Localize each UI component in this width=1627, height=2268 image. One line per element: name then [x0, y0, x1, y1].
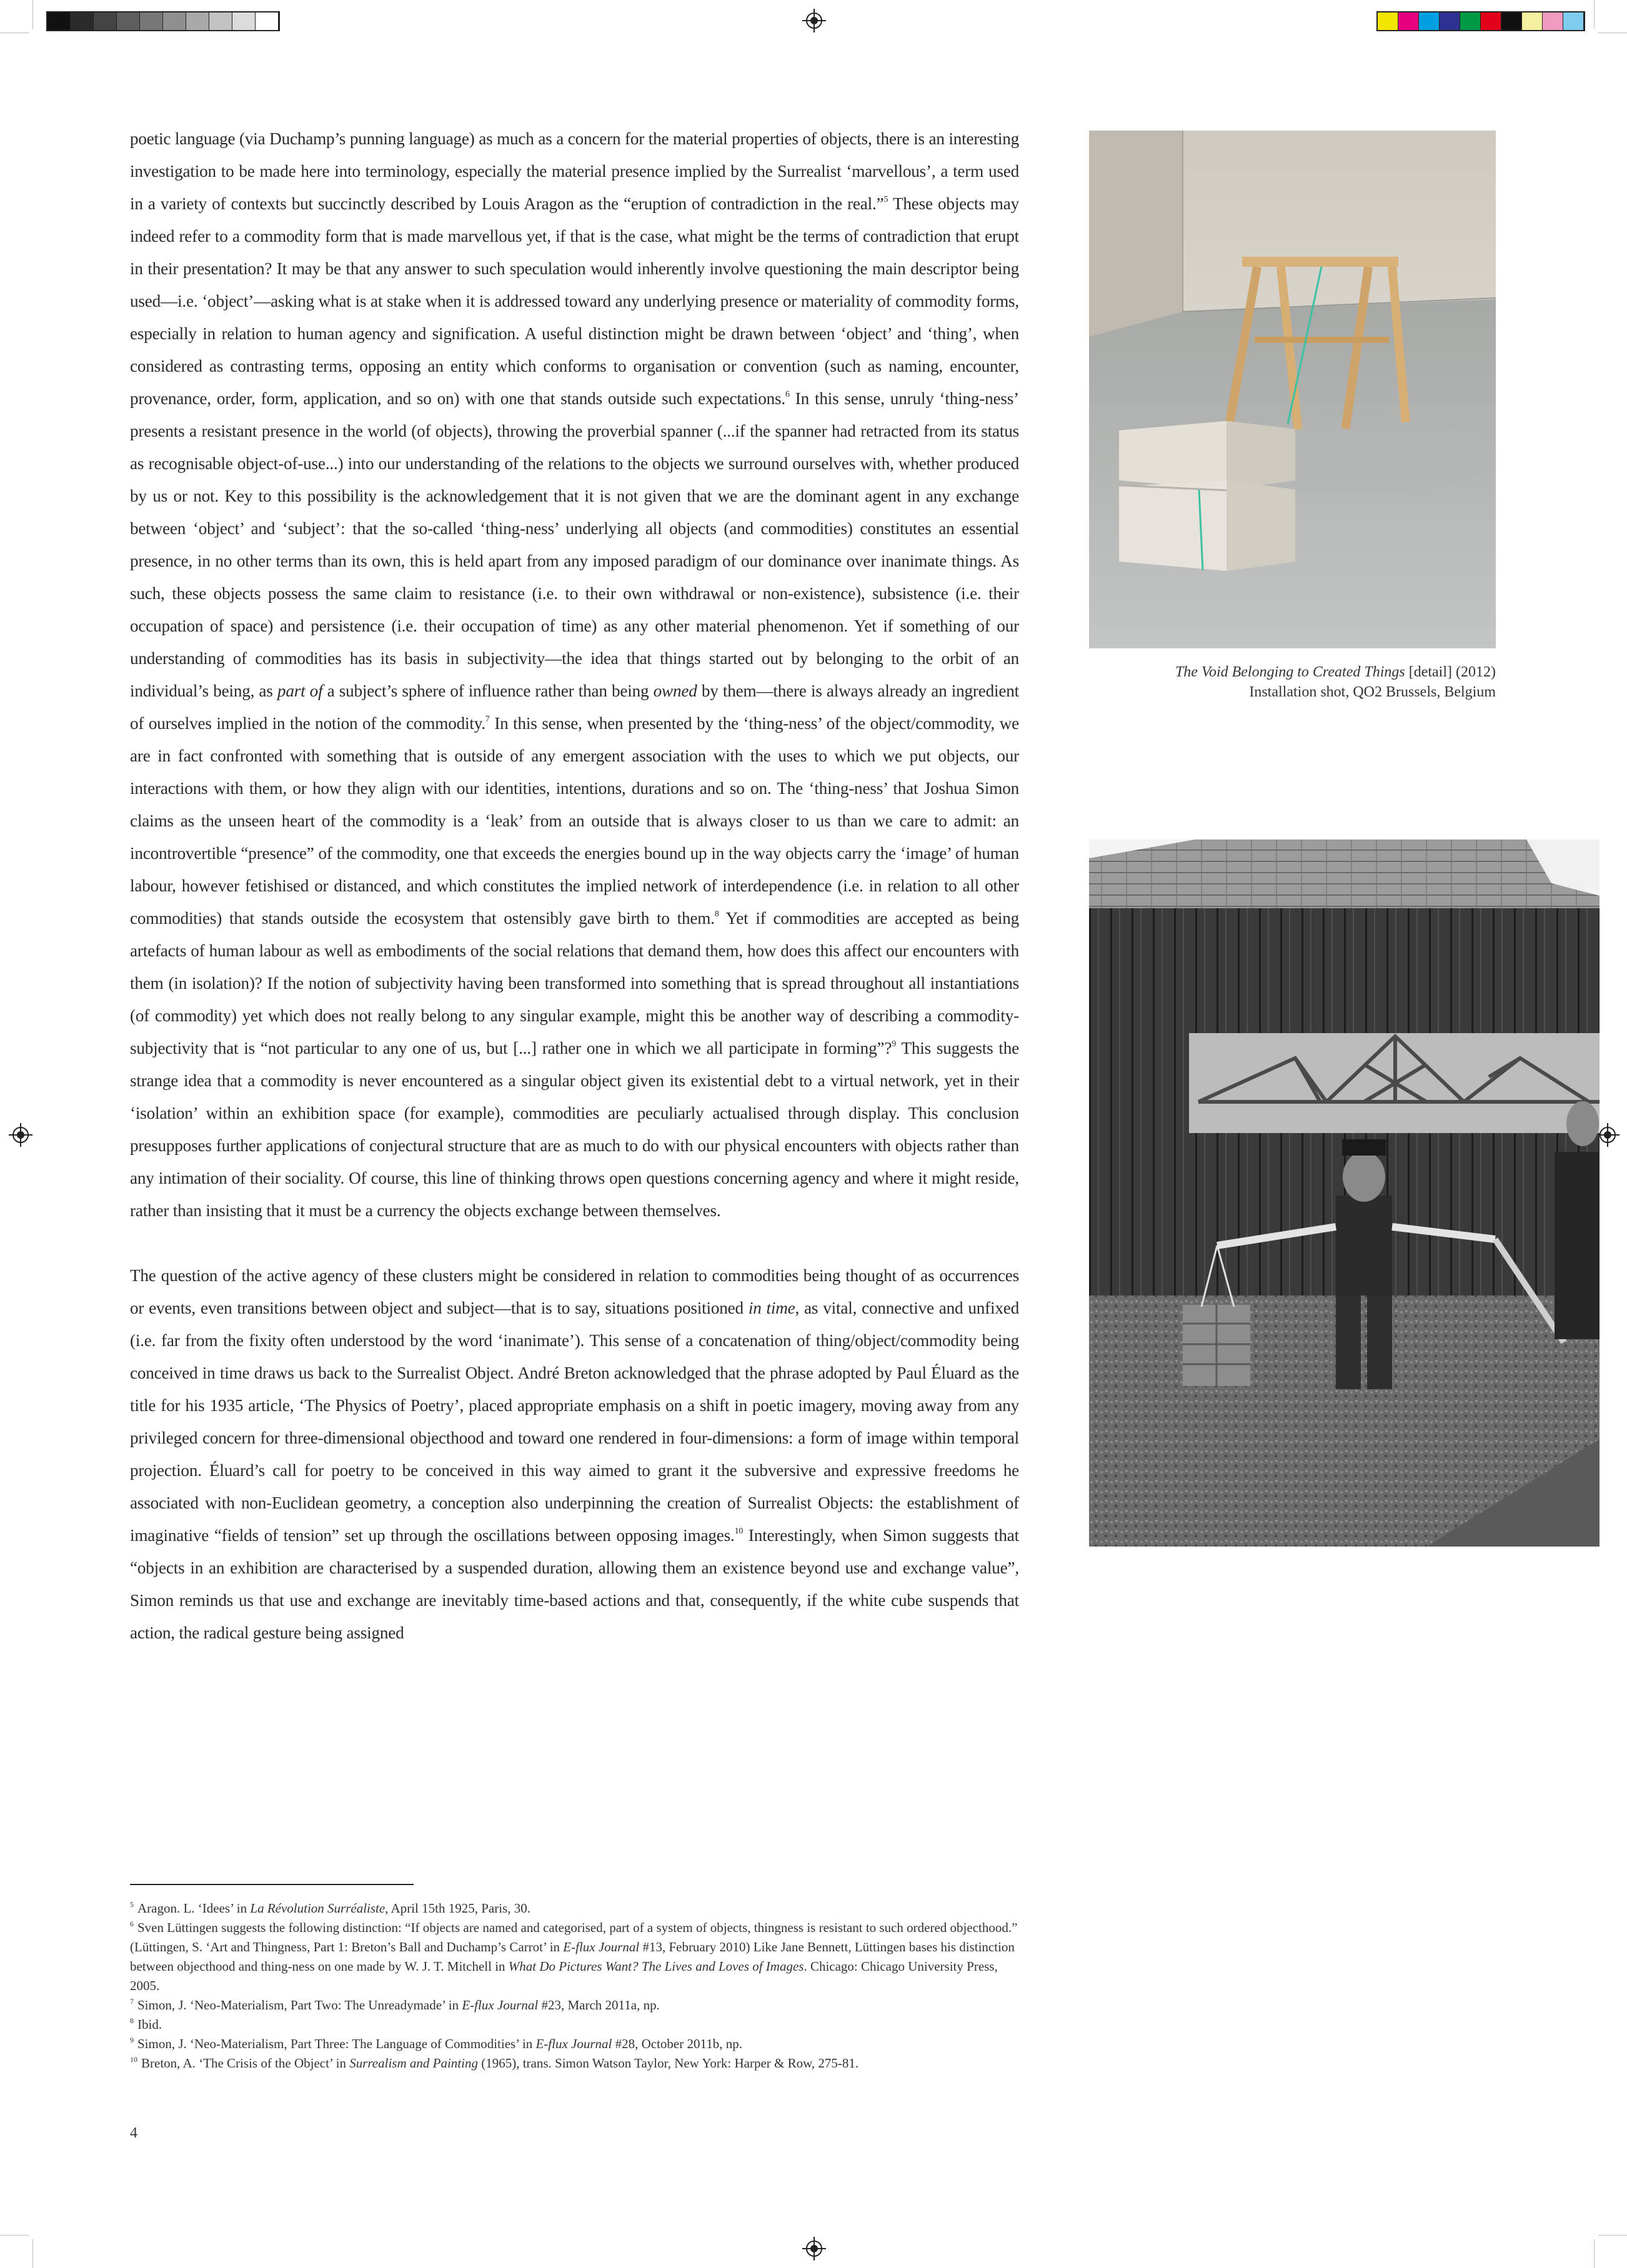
gray-swatch: [186, 12, 209, 30]
page-number: 4: [130, 2125, 137, 2141]
color-swatch: [1378, 12, 1398, 30]
grayscale-calibration-bar: [46, 11, 280, 31]
caption-line-1: The Void Belonging to Created Things [detail] (2012): [1175, 664, 1496, 680]
caption-title: The Void Belonging to Created Things: [1175, 664, 1405, 680]
registration-mark-left: [12, 1127, 29, 1143]
footnote-ref-8[interactable]: 8: [714, 909, 719, 919]
gray-swatch: [232, 12, 256, 30]
color-swatch: [1501, 12, 1522, 30]
footnote-ref-6[interactable]: 6: [785, 390, 790, 399]
color-swatch: [1398, 12, 1419, 30]
gray-swatch: [71, 12, 94, 30]
footnote-ref-7[interactable]: 7: [485, 715, 490, 724]
crop-mark: [0, 32, 29, 33]
gray-swatch: [256, 12, 279, 30]
footnote-9: $^9$ Simon, J. ‘Neo-Materialism, Part Three: The Language of Commodities’ in E-flux Journal #28, October 2011b, np.: [130, 2036, 742, 2051]
footnote-separator: [130, 1884, 414, 1885]
color-swatch: [1522, 12, 1543, 30]
color-swatch: [1460, 12, 1481, 30]
crop-mark: [32, 2239, 33, 2268]
color-swatch: [1419, 12, 1440, 30]
gray-swatch: [163, 12, 186, 30]
color-calibration-bar: [1376, 11, 1585, 31]
gray-swatch: [140, 12, 163, 30]
gray-swatch: [209, 12, 232, 30]
footnote-5: $^5$ Aragon. L. ‘Idees’ in La Révolution Surréaliste, April 15th 1925, Paris, 30.: [130, 1900, 530, 1916]
historic-photograph: [1089, 839, 1600, 1547]
installation-photo: [1089, 131, 1496, 648]
main-text-column: [130, 122, 1019, 1649]
caption-line-2: Installation shot, QO2 Brussels, Belgium: [1249, 684, 1496, 700]
footnote-ref-10[interactable]: 10: [734, 1527, 744, 1536]
footnote-ref-9[interactable]: 9: [892, 1039, 897, 1049]
crop-mark: [1594, 0, 1595, 29]
registration-mark-bottom: [806, 2241, 822, 2257]
footnote-ref-5[interactable]: 5: [883, 195, 888, 204]
crop-mark: [1598, 2235, 1627, 2236]
body-paragraph-1: poetic language (via Duchamp’s punning language) as much as a concern for the material properties of objects, there is an interesting investigation to be made here into terminology, especially the material presence implied by the Surrealist ‘marvellous’, a term used in a variety of contexts but succinctly described by Louis Aragon as the “eruption of contradiction in the real.”$^5$ These objects may indeed refer to a commodity form that is made marvellous yet, if that is the case, what might be the terms of contradiction that erupt in their presentation? It may be that any answer to such speculation would inherently involve questioning the main descriptor being used—i.e. ‘object’—asking what is at stake when it is addressed toward any underlying presence or materiality of commodity forms, especially in relation to human agency and signification. A useful distinction might be drawn between ‘object’ and ‘thing’, when considered as contrasting terms, opposing an entity which conforms to organisation or convention (such as naming, encounter, provenance, order, form, application, and so on) with one that stands outside such expectations.$^6$ In this sense, unruly ‘thing-ness’ presents a resistant presence in the world (of objects), throwing the proverbial spanner (...if the spanner had retracted from its status as recognisable object-of-use...) into our understanding of the relations to the objects we surround ourselves with, whether produced by us or not. Key to this possibility is the acknowledgement that it is not given that we are the dominant agent in any exchange between ‘object’ and ‘subject’: that the so-called ‘thing-ness’ underlying all objects (and commodities) constitutes an essential presence, in no other terms than its own, this is held apart from any imposed paradigm of our dominance over inanimate things. As such, these objects possess the same claim to resistance (i.e. to their own withdrawal or non-existence), subsistence (i.e. their occupation of space) and persistence (i.e. their occupation of time) as any other material phenomenon. Yet if something of our understanding of commodities has its basis in subjectivity—the idea that things started out by belonging to the orbit of an individual’s being, as part of a subject’s sphere of influence rather than being owned by them—there is always already an ingredient of ourselves implied in the notion of the commodity.$^7$ In this sense, when presented by the ‘thing-ness’ of the object/commodity, we are in fact confronted with something that is outside of any emergent association with the uses to which we put objects, our interactions with them, or how they align with our identities, intentions, durations and so on. The ‘thing-ness’ that Joshua Simon claims as the unseen heart of the commodity is a ‘leak’ from an outside that is always closer to us than we care to admit: an incontrovertible “presence” of the commodity, one that exceeds the energies bound up in the way objects carry the ‘image’ of human labour, however fetishised or distanced, and which constitutes the implied network of interdependence (i.e. in relation to all other commodities) that stands outside the ecosystem that ostensibly gave birth to them.$^8$ Yet if commodities are accepted as being artefacts of human labour as well as embodiments of the social relations that demand them, how does this affect our encounters with them (in isolation)? If the notion of subjectivity having been transformed into something that is spread throughout all instantiations (of commodity) yet which does not really belong to any singular example, might this be another way of describing a commodity-subjectivity that is “not particular to any one of us, but [...] rather one in which we all participate in forming”?$^9$ This suggests the strange idea that a commodity is never encountered as a singular object given its existential debt to a virtual network, yet in their ‘isolation’ within an exhibition space (for example), commodities are peculiarly actualised through display. This conclusion presupposes further applications of conjectural structure that are as much to do with our physical encounters with objects rather than any intimation of their sociality. Of course, this line of thinking throws open questions concerning agency and where it might reside, rather than insisting that it must be a currency the objects exchange between themselves.: [130, 129, 1019, 1220]
footnote-10: $^{10}$ Breton, A. ‘The Crisis of the Object’ in Surrealism and Painting (1965), trans. Simon Watson Taylor, New York: Harper & Row, 275-81.: [130, 2055, 859, 2071]
footnote-7: $^7$ Simon, J. ‘Neo-Materialism, Part Two: The Unreadymade’ in E-flux Journal #23, March 2011a, np.: [130, 1997, 660, 2013]
photo-caption: [1089, 662, 1496, 702]
gray-swatch: [117, 12, 140, 30]
gray-swatch: [47, 12, 71, 30]
footnote-6: $^6$ Sven Lüttingen suggests the following distinction: “If objects are named and categorised, part of a system of objects, thingness is resistant to such ordered objecthood.” (Lüttingen, S. ‘Art and Thingness, Part 1: Breton’s Ball and Duchamp’s Carrot’ in E-flux Journal #13, February 2010) Like Jane Bennett, Lüttingen bases his distinction between objecthood and thing-ness on one made by W. J. T. Mitchell in What Do Pictures Want? The Lives and Loves of Images. Chicago: Chicago University Press, 2005.: [130, 1919, 1018, 1993]
color-swatch: [1440, 12, 1460, 30]
crop-mark: [1598, 32, 1627, 33]
footnotes: [130, 1899, 1019, 2073]
footnote-8: $^8$ Ibid.: [130, 2016, 162, 2032]
crop-mark: [32, 0, 33, 29]
color-swatch: [1563, 12, 1584, 30]
body-paragraph-2: The question of the active agency of these clusters might be considered in relation to commodities being thought of as occurrences or events, even transitions between object and subject—that is to say, situations positioned in time, as vital, connective and unfixed (i.e. far from the fixity often understood by the word ‘inanimate’). This sense of a concatenation of thing/object/commodity being conceived in time draws us back to the Surrealist Object. André Breton acknowledged that the phrase adopted by Paul Éluard as the title for his 1935 article, ‘The Physics of Poetry’, placed appropriate emphasis on a shift in poetic imagery, moving away from any privileged concern for three-dimensional objecthood and toward one rendered in four-dimensions: a form of image within temporal projection. Éluard’s call for poetry to be conceived in this way aimed to grant it the subversive and expressive freedoms he associated with non-Euclidean geometry, a conception also underpinning the creation of Surrealist Objects: the establishment of imaginative “fields of tension” set up through the oscillations between opposing images.$^{10}$ Interestingly, when Simon suggests that “objects in an exhibition are characterised by a suspended duration, allowing them an existence beyond use and exchange value”, Simon reminds us that use and exchange are inevitably time-based actions and that, consequently, if the white cube suspends that action, the radical gesture being assigned: [130, 1266, 1019, 1642]
gray-swatch: [94, 12, 117, 30]
color-swatch: [1481, 12, 1501, 30]
crop-mark: [1594, 2239, 1595, 2268]
color-swatch: [1543, 12, 1563, 30]
registration-mark-right: [1600, 1127, 1616, 1143]
crop-mark: [0, 2235, 29, 2236]
registration-mark-top: [806, 12, 822, 29]
